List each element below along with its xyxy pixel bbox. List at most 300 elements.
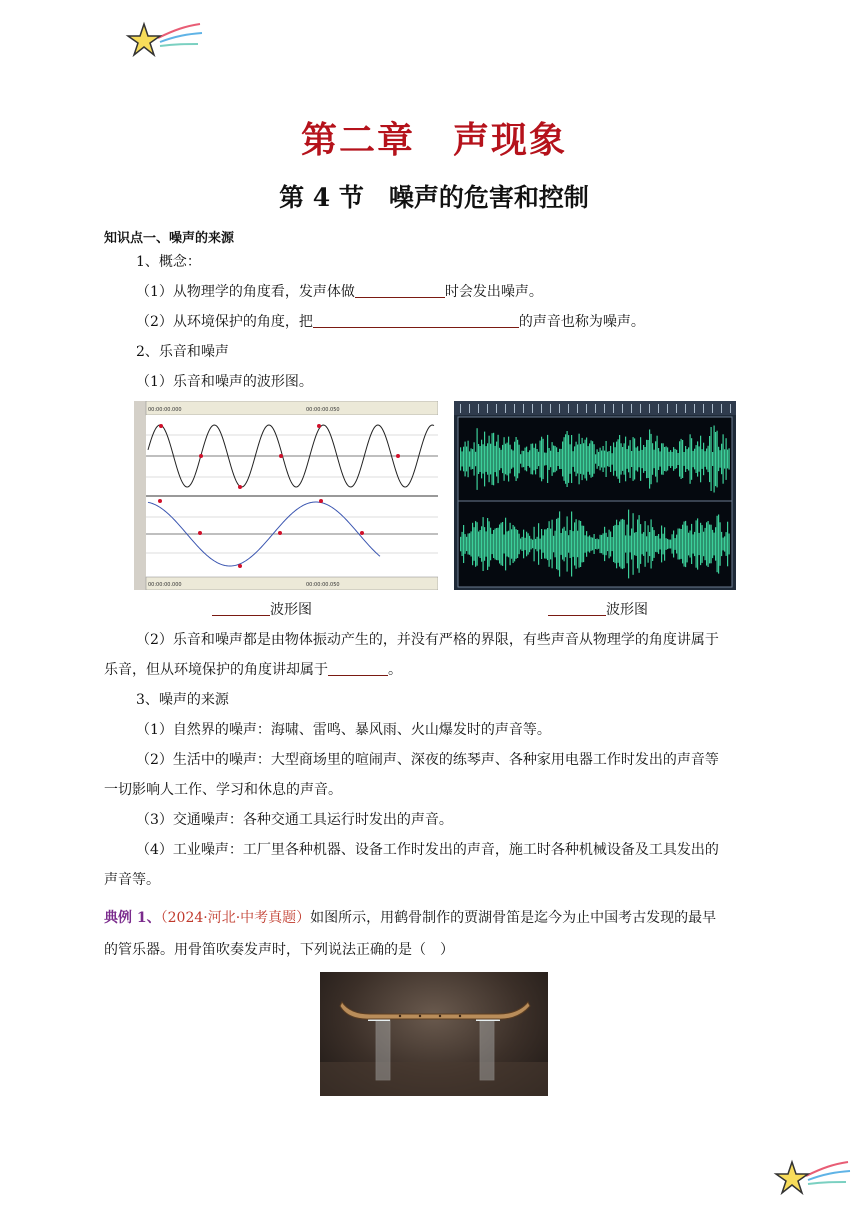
example-line1 <box>104 908 716 928</box>
noise-bar <box>468 534 469 555</box>
noise-bar <box>594 444 595 474</box>
noise-bar <box>673 447 674 471</box>
noise-bar <box>655 536 656 552</box>
noise-bar <box>574 522 575 565</box>
noise-bar <box>505 444 506 475</box>
noise-bar <box>571 435 572 483</box>
noise-bar <box>550 451 551 468</box>
noise-bar <box>559 511 560 576</box>
concept-1-post: 时会发出噪声。 <box>444 284 543 300</box>
noise-bar <box>655 441 656 476</box>
source-4-line2: 声音等。 <box>104 872 160 888</box>
noise-bar <box>621 520 622 569</box>
noise-bar <box>654 450 655 469</box>
noise-bar <box>663 534 664 555</box>
noise-bar <box>703 443 704 476</box>
noise-bar <box>670 450 671 468</box>
noise-bar <box>537 449 538 469</box>
noise-bar <box>492 433 493 485</box>
noise-bar <box>715 527 716 561</box>
noise-bar <box>667 447 668 470</box>
noise-bar <box>622 519 623 569</box>
chapter-title: 第二章 声现象 <box>300 119 567 161</box>
noise-bar <box>718 447 719 471</box>
concept-2-post: 的声音也称为噪声。 <box>518 314 645 330</box>
noise-bar <box>729 534 730 555</box>
noise-bar <box>597 449 598 469</box>
noise-bar <box>664 527 665 560</box>
noise-bar <box>699 533 700 555</box>
noise-bar <box>475 521 476 567</box>
noise-bar <box>657 436 658 483</box>
noise-bar <box>691 524 692 564</box>
noise-bar <box>586 531 587 557</box>
noise-bar <box>675 538 676 550</box>
concept-2 <box>136 312 645 332</box>
noise-bar <box>511 449 512 469</box>
noise-bar <box>711 427 712 491</box>
noise-bar <box>594 534 595 554</box>
answer-blank[interactable] <box>548 601 606 616</box>
noise-bar <box>514 442 515 477</box>
noise-bar <box>597 539 598 550</box>
noise-bar <box>679 441 680 476</box>
ruler-tick <box>550 404 551 413</box>
ruler-tick <box>730 404 731 413</box>
noise-bar <box>685 521 686 567</box>
section-title: 第 4 节 噪声的危害和控制 <box>279 183 589 212</box>
music-noise-para-line2-pre: 乐音，但从环境保护的角度讲却属于 <box>104 662 328 678</box>
noise-bar <box>616 520 617 569</box>
noise-bar <box>562 442 563 477</box>
noise-bar <box>556 447 557 470</box>
noise-bar <box>549 448 550 470</box>
noise-bar <box>540 441 541 478</box>
noise-bar <box>700 436 701 483</box>
sample-dot <box>238 485 242 489</box>
noise-bar <box>525 538 526 550</box>
noise-bar <box>592 538 593 551</box>
noise-bar <box>609 451 610 467</box>
noise-bar <box>643 532 644 556</box>
ruler-tick <box>712 404 713 413</box>
source-2-line1: （2）生活中的噪声：大型商场里的喧闹声、深夜的练琴声、各种家用电器工作时发出的声音等 <box>136 752 719 768</box>
noise-bar <box>568 535 569 553</box>
noise-bar <box>603 533 604 554</box>
noise-bar <box>501 523 502 566</box>
noise-bar <box>681 529 682 559</box>
noise-bar <box>598 539 599 549</box>
noise-bar <box>664 447 665 471</box>
time-label: 00:00:00.000 <box>148 582 182 588</box>
noise-bar <box>523 530 524 559</box>
noise-bar <box>564 527 565 562</box>
noise-bar <box>694 532 695 556</box>
noise-bar <box>642 450 643 468</box>
noise-bar <box>705 528 706 560</box>
noise-bar <box>600 535 601 553</box>
noise-bar <box>565 434 566 484</box>
noise-bar <box>567 516 568 571</box>
noise-bar <box>531 539 532 550</box>
sample-dot <box>360 531 364 535</box>
noise-bar <box>630 440 631 478</box>
noise-bar <box>646 440 647 478</box>
noise-bar <box>648 440 649 478</box>
noise-bar <box>561 449 562 469</box>
noise-bar <box>696 445 697 473</box>
noise-bar <box>484 527 485 561</box>
noise-bar <box>514 527 515 562</box>
ruler-tick <box>613 404 614 413</box>
noise-bar <box>688 447 689 470</box>
noise-bar <box>591 440 592 477</box>
ruler-tick <box>577 404 578 413</box>
noise-bar <box>580 444 581 474</box>
noise-bar <box>583 443 584 475</box>
noise-bar <box>718 515 719 574</box>
noise-bar <box>555 531 556 558</box>
noise-bar <box>714 426 715 493</box>
noise-bar <box>697 441 698 476</box>
sample-dot <box>317 424 321 428</box>
noise-bar <box>516 529 517 559</box>
noise-bar <box>598 452 599 466</box>
noise-bar <box>717 516 718 572</box>
ruler-tick <box>586 404 587 413</box>
noise-bar <box>478 444 479 474</box>
noise-bar <box>588 446 589 472</box>
noise-bar <box>690 434 691 484</box>
ruler-tick <box>694 404 695 413</box>
sample-dot <box>279 454 283 458</box>
noise-bar <box>553 536 554 553</box>
noise-bar <box>579 434 580 485</box>
noise-waveform <box>454 401 736 590</box>
ruler-tick <box>487 404 488 413</box>
noise-bar <box>603 446 604 472</box>
noise-bar <box>591 537 592 551</box>
ruler-tick <box>469 404 470 413</box>
noise-bar <box>499 448 500 470</box>
noise-bar <box>543 535 544 552</box>
noise-bar <box>651 434 652 484</box>
noise-bar <box>537 537 538 552</box>
noise-bar <box>589 443 590 474</box>
noise-bar <box>543 439 544 479</box>
noise-bar <box>678 529 679 560</box>
noise-bar <box>666 446 667 471</box>
noise-bar <box>625 535 626 552</box>
noise-bar <box>523 451 524 467</box>
noise-bar <box>628 446 629 473</box>
noise-bar <box>691 438 692 480</box>
noise-bar <box>645 447 646 471</box>
source-4-line1: （4）工业噪声：工厂里各种机器、设备工作时发出的声音，施工时各种机械设备及工具发出的 <box>136 842 719 858</box>
noise-bar <box>630 536 631 553</box>
noise-bar <box>717 431 718 488</box>
noise-bar <box>555 446 556 472</box>
wave-caption-right <box>548 600 648 620</box>
noise-bar <box>588 537 589 552</box>
ruler-tick <box>604 404 605 413</box>
noise-bar <box>466 447 467 472</box>
noise-bar <box>658 534 659 554</box>
noise-bar <box>535 539 536 549</box>
noise-bar <box>577 445 578 474</box>
noise-bar <box>657 536 658 553</box>
noise-bar <box>727 522 728 567</box>
noise-bar <box>546 529 547 558</box>
noise-bar <box>682 525 683 564</box>
wave-caption-left <box>212 600 312 620</box>
noise-bar <box>567 431 568 487</box>
noise-bar <box>490 444 491 475</box>
noise-bar <box>522 537 523 551</box>
noise-bar <box>508 531 509 558</box>
source-2-line2: 一切影响人工作、学习和休息的声音。 <box>104 782 342 798</box>
noise-bar <box>532 540 533 549</box>
noise-bar <box>624 520 625 568</box>
noise-bar <box>573 531 574 557</box>
music-noise-para-line1: （2）乐音和噪声都是由物体振动产生的，并没有严格的界限，有些声音从物理学的角度讲属于 <box>136 632 719 648</box>
waveform-heading: （1）乐音和噪声的波形图。 <box>136 374 313 390</box>
noise-bar <box>646 536 647 551</box>
noise-bar <box>604 527 605 561</box>
noise-bar <box>613 442 614 475</box>
noise-bar <box>565 531 566 557</box>
noise-bar <box>532 444 533 475</box>
noise-bar <box>585 535 586 552</box>
ruler-tick <box>721 404 722 413</box>
noise-bar <box>612 453 613 465</box>
noise-bar <box>507 531 508 556</box>
noise-bar <box>493 530 494 558</box>
noise-bar <box>676 450 677 468</box>
noise-bar <box>721 444 722 475</box>
noise-bar <box>619 435 620 483</box>
noise-bar <box>639 451 640 468</box>
noise-bar <box>462 451 463 466</box>
ruler-tick <box>460 404 461 413</box>
noise-bar <box>493 433 494 486</box>
noise-bar <box>522 451 523 468</box>
noise-bar <box>636 448 637 471</box>
noise-bar <box>505 518 506 571</box>
noise-bar <box>541 529 542 559</box>
noise-bar <box>694 449 695 470</box>
noise-bar <box>538 452 539 466</box>
ruler-tick <box>595 404 596 413</box>
noise-bar <box>544 453 545 466</box>
noise-bar <box>705 451 706 467</box>
noise-bar <box>481 526 482 561</box>
noise-bar <box>661 443 662 474</box>
example-line2: 的管乐器。用骨笛吹奏发声时，下列说法正确的是（ ） <box>104 942 454 958</box>
noise-bar <box>712 530 713 558</box>
ruler-tick <box>631 404 632 413</box>
noise-bar <box>490 528 491 561</box>
answer-blank[interactable] <box>355 283 445 298</box>
ruler-tick <box>649 404 650 413</box>
noise-bar <box>475 452 476 466</box>
noise-bar <box>526 447 527 472</box>
example-source: （2024·河北·中考真题） <box>160 910 311 926</box>
noise-bar <box>474 527 475 561</box>
noise-bar <box>615 525 616 563</box>
noise-bar <box>486 446 487 472</box>
noise-bar <box>720 450 721 468</box>
noise-bar <box>684 522 685 567</box>
sample-dot <box>198 531 202 535</box>
noise-bar <box>517 440 518 479</box>
noise-bar <box>504 437 505 481</box>
noise-bar <box>637 446 638 471</box>
noise-bar <box>709 525 710 564</box>
music-noise-para-line2 <box>104 660 402 680</box>
noise-bar <box>546 453 547 466</box>
noise-bar <box>508 437 509 482</box>
noise-bar <box>541 437 542 482</box>
noise-bar <box>624 443 625 474</box>
noise-bar <box>621 443 622 474</box>
noise-bar <box>727 450 728 469</box>
answer-blank[interactable] <box>212 601 270 616</box>
noise-bar <box>709 436 710 482</box>
noise-bar <box>558 452 559 466</box>
noise-bar <box>631 529 632 560</box>
noise-bar <box>687 449 688 469</box>
noise-bar <box>483 444 484 473</box>
noise-bar <box>472 523 473 565</box>
noise-bar <box>528 452 529 466</box>
noise-bar <box>706 449 707 470</box>
noise-bar <box>460 447 461 470</box>
noise-bar <box>673 531 674 558</box>
noise-bar <box>469 451 470 466</box>
ruler-tick <box>559 404 560 413</box>
noise-bar <box>511 529 512 558</box>
noise-bar <box>715 432 716 486</box>
noise-bar <box>486 531 487 556</box>
noise-bar <box>519 534 520 555</box>
noise-bar <box>724 536 725 551</box>
noise-bar <box>573 451 574 467</box>
time-label: 00:00:00.050 <box>306 407 340 413</box>
ruler-tick <box>658 404 659 413</box>
noise-bar <box>556 519 557 569</box>
noise-bar <box>672 534 673 553</box>
noise-bar <box>571 512 572 577</box>
example-text-line1: 如图所示，用鹤骨制作的贾湖骨笛是迄今为止中国考古发现的最早 <box>310 910 717 926</box>
noise-bar <box>495 529 496 560</box>
noise-bar <box>501 450 502 468</box>
noise-bar <box>720 522 721 566</box>
ruler-tick <box>568 404 569 413</box>
noise-bar <box>606 441 607 477</box>
noise-bar <box>634 438 635 479</box>
noise-bar <box>618 525 619 563</box>
noise-bar <box>469 533 470 555</box>
answer-blank[interactable] <box>313 313 519 328</box>
ruler-tick <box>478 404 479 413</box>
sample-dot <box>158 499 162 503</box>
noise-bar <box>700 523 701 565</box>
sample-dot <box>159 424 163 428</box>
noise-bar <box>507 443 508 476</box>
noise-bar <box>495 446 496 472</box>
noise-bar <box>631 451 632 467</box>
noise-bar <box>607 452 608 467</box>
noise-bar <box>658 448 659 470</box>
noise-bar <box>726 438 727 480</box>
noise-bar <box>702 449 703 469</box>
noise-bar <box>466 537 467 551</box>
noise-bar <box>513 451 514 468</box>
noise-bar <box>696 520 697 567</box>
noise-bar <box>549 521 550 567</box>
noise-bar <box>576 519 577 569</box>
noise-bar <box>498 435 499 483</box>
noise-bar <box>678 453 679 465</box>
noise-bar <box>703 532 704 557</box>
noise-bar <box>708 446 709 472</box>
noise-bar <box>654 530 655 558</box>
noise-bar <box>688 533 689 556</box>
noise-bar <box>670 540 671 549</box>
ruler-tick <box>703 404 704 413</box>
noise-bar <box>520 454 521 464</box>
star-comet-icon <box>772 1156 852 1204</box>
noise-bar <box>570 444 571 474</box>
noise-bar <box>477 522 478 566</box>
noise-bar <box>502 445 503 473</box>
noise-bar <box>579 520 580 567</box>
noise-bar <box>547 435 548 483</box>
wave-caption-right-text: 波形图 <box>606 602 648 618</box>
musical-tone-waveform <box>134 401 438 590</box>
noise-bar <box>496 442 497 477</box>
noise-bar <box>582 438 583 480</box>
noise-bar <box>690 531 691 558</box>
noise-bar <box>568 435 569 483</box>
noise-bar <box>601 535 602 553</box>
ruler-tick <box>532 404 533 413</box>
noise-bar <box>535 444 536 475</box>
noise-bar <box>610 446 611 472</box>
wave-caption-left-text: 波形图 <box>270 602 312 618</box>
noise-bar <box>529 536 530 552</box>
noise-bar <box>723 538 724 551</box>
noise-bar <box>553 446 554 473</box>
time-label: 00:00:00.050 <box>306 582 340 588</box>
noise-bar <box>577 531 578 558</box>
noise-bar <box>465 442 466 477</box>
noise-bar <box>595 539 596 549</box>
noise-bar <box>513 525 514 563</box>
noise-bar <box>615 447 616 471</box>
noise-bar <box>526 532 527 557</box>
answer-blank[interactable] <box>328 661 388 676</box>
noise-bar <box>595 454 596 463</box>
noise-bar <box>726 532 727 556</box>
noise-bar <box>516 437 517 481</box>
ruler-tick <box>676 404 677 413</box>
music-noise-para-line2-post: 。 <box>388 662 402 678</box>
noise-bar <box>639 515 640 573</box>
noise-bar <box>520 539 521 550</box>
noise-bar <box>487 518 488 570</box>
